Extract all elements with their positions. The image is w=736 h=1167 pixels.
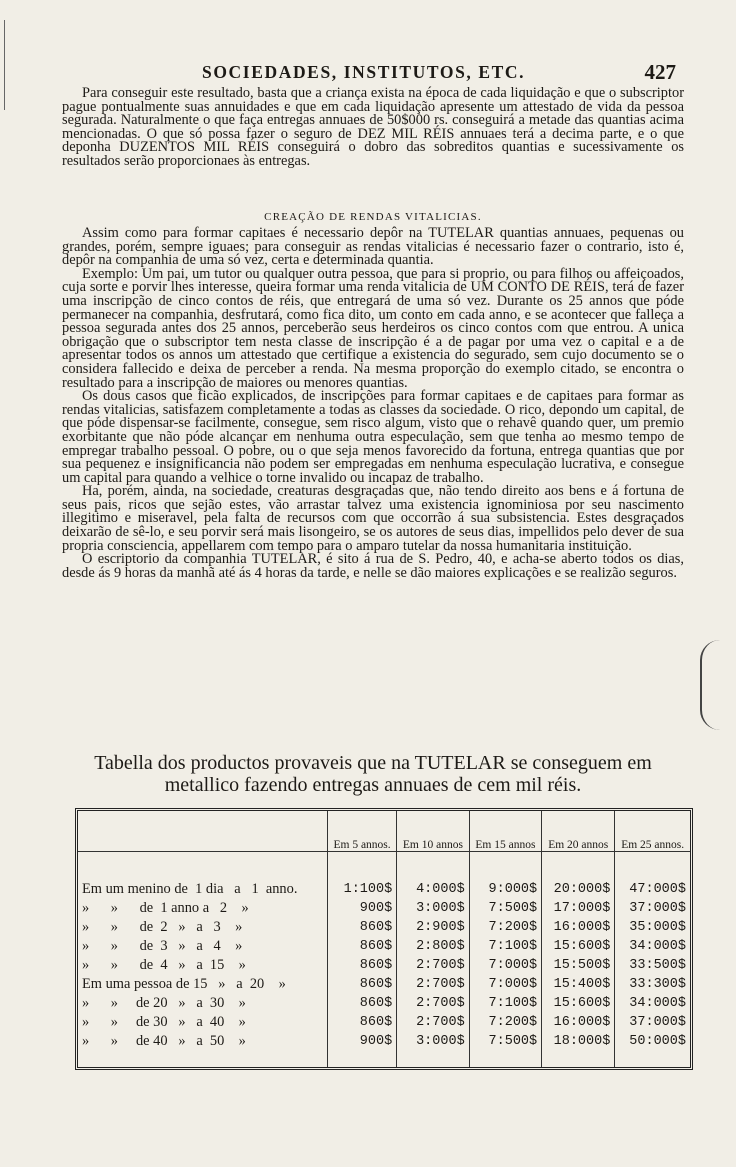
- table-spacer-row: [78, 1051, 690, 1067]
- table-cell: 16:000$: [542, 1013, 615, 1032]
- table-cell: 18:000$: [542, 1032, 615, 1051]
- table-cell: 33:500$: [615, 956, 690, 975]
- body-text: [62, 227, 684, 580]
- table-cell: 2:700$: [397, 975, 469, 994]
- row-label: Em um menino de 1 dia a 1 anno.: [82, 880, 298, 897]
- table-cell: 860$: [327, 937, 396, 956]
- column-header: Em 10 annos: [397, 811, 469, 852]
- table-cell: 860$: [327, 918, 396, 937]
- table-cell: 47:000$: [615, 880, 690, 899]
- row-label: Em uma pessoa de 15 » a 20 »: [82, 975, 286, 992]
- label-column-header: [78, 811, 327, 852]
- table-cell: 35:000$: [615, 918, 690, 937]
- table-row: [78, 899, 690, 918]
- paragraph: Assim como para formar capitaes é necessario depôr na TUTELAR quantias annuaes, pequenas ou grandes, porém, sempre iguaes; para conseguir as rendas vitalicias é necessario fazer o contrario, isto é, depôr na companhia de uma só vez, certa e determinada quantia.: [62, 225, 684, 269]
- table-cell: 7:500$: [469, 1032, 541, 1051]
- table-title: [62, 752, 684, 796]
- section-heading: CREAÇÃO DE RENDAS VITALICIAS.: [264, 211, 482, 223]
- table-cell: 7:200$: [469, 918, 541, 937]
- table-cell: 15:600$: [542, 994, 615, 1013]
- column-header: Em 15 annos: [469, 811, 541, 852]
- table-cell: 34:000$: [615, 994, 690, 1013]
- table-cell: 7:100$: [469, 994, 541, 1013]
- table-cell: 2:700$: [397, 994, 469, 1013]
- table-row: [78, 937, 690, 956]
- table-row: [78, 994, 690, 1013]
- table-cell: 15:400$: [542, 975, 615, 994]
- row-label: » » de 30 » a 40 »: [82, 1013, 246, 1030]
- table-cell: 900$: [327, 1032, 396, 1051]
- table-cell: 3:000$: [397, 899, 469, 918]
- table-title-line: metallico fazendo entregas annuaes de cem mil réis.: [164, 774, 582, 796]
- products-table: [75, 808, 693, 1070]
- column-header: Em 25 annos.: [615, 811, 690, 852]
- table-cell: 15:500$: [542, 956, 615, 975]
- table-cell: 860$: [327, 975, 396, 994]
- row-label: » » de 40 » a 50 »: [82, 1032, 246, 1049]
- table-cell: 7:000$: [469, 975, 541, 994]
- table-cell: 37:000$: [615, 899, 690, 918]
- table-cell: 860$: [327, 994, 396, 1013]
- row-label: » » de 1 anno a 2 »: [82, 899, 249, 916]
- page-header: [62, 60, 684, 84]
- table-cell: 15:600$: [542, 937, 615, 956]
- table-cell: 2:700$: [397, 956, 469, 975]
- table-cell: 860$: [327, 956, 396, 975]
- table-cell: 7:200$: [469, 1013, 541, 1032]
- table-cell: 4:000$: [397, 880, 469, 899]
- table-row: [78, 1032, 690, 1051]
- table-cell: 860$: [327, 1013, 396, 1032]
- table-cell: 1:100$: [327, 880, 396, 899]
- table-header-row: [78, 811, 690, 852]
- table-cell: 3:000$: [397, 1032, 469, 1051]
- table-cell: 37:000$: [615, 1013, 690, 1032]
- table-row: [78, 880, 690, 899]
- row-label: » » de 4 » a 15 »: [82, 956, 246, 973]
- table-cell: 50:000$: [615, 1032, 690, 1051]
- row-label: » » de 2 » a 3 »: [82, 918, 243, 935]
- table-cell: 2:900$: [397, 918, 469, 937]
- paragraph: Os dous casos que ficão explicados, de inscripções para formar capitaes e de capitaes para formar as rendas vitalicias, satisfazem completamente a todas as classes da sociedade. O rico, depondo um capital, de que póde dispensar-se facilmente, consegue, sem risco algum, visto que o rehavê quando quer, um premio exorbitante que não póde alcançar em nenhuma outra especulação, sem que tenha ao mesmo tempo de empregar trabalho pessoal. O pobre, ou o que seja menos favorecido da fortuna, entrega quantias que por sua pequenez e insignificancia não podem ser empregadas em nenhuma especulação lucrativa, e consegue um capital para quando a velhice o torne invalido ou incapaz de trabalho.: [62, 388, 684, 486]
- table-cell: 34:000$: [615, 937, 690, 956]
- paragraph: Ha, porém, ainda, na sociedade, creaturas desgraçadas que, não tendo direito aos bens e á fortuna de seus pais, ricos que sejão estes, vão arrastar talvez uma existencia ignominiosa por seu nascimento illegitimo e miseravel, pela falta de recursos com que occorrão á sua subsistencia. Estes desgraçados deixarão de sê-lo, e seu porvir será mais lisongeiro, se os autores de seus dias, impellidos pelo dever de sua propria consciencia, appellarem com tempo para o amparo tutelar da nossa humanitaria instituição.: [62, 483, 684, 554]
- margin-mark: [4, 20, 7, 110]
- intro-paragraph-block: [62, 87, 684, 169]
- table-cell: 2:700$: [397, 1013, 469, 1032]
- table-cell: 7:100$: [469, 937, 541, 956]
- running-title: SOCIEDADES, INSTITUTOS, ETC.: [202, 62, 526, 82]
- table-cell: 33:300$: [615, 975, 690, 994]
- table-cell: 9:000$: [469, 880, 541, 899]
- margin-mark: [700, 640, 730, 730]
- paragraph: Exemplo: Um pai, um tutor ou qualquer outra pessoa, que para si proprio, ou para filhos ou affeiçoados, cuja sorte e porvir lhes interesse, queira formar uma renda vitalicia de UM CONTO DE RÉIS, terá de fazer uma inscripção de cinco contos de réis, que entregará de uma só vez. Durante os 25 annos que póde permanecer na companhia, desfrutará, como fica dito, um conto em cada anno, e se acontecer que falleça a pessoa segurada antes dos 25 annos, perceberão seus herdeiros os cinco contos com que entrou. A unica obrigação que o subscriptor tem nesta classe de inscripção é a de pagar por uma vez o capital e a de apresentar todos os annos um attestado que certifique a existencia do segurado, sem cujo documento se o considera fallecido e deixa de perceber a renda. Na mesma proporção do exemplo citado, se encontra o resultado para a inscripção de maiores ou menores quantias.: [62, 265, 684, 391]
- table-row: [78, 975, 690, 994]
- products-table-grid: [78, 811, 690, 1067]
- row-label: » » de 3 » a 4 »: [82, 937, 243, 954]
- table-cell: 20:000$: [542, 880, 615, 899]
- table-row: [78, 1013, 690, 1032]
- table-body: [78, 852, 690, 1068]
- table-spacer-row: [78, 852, 690, 881]
- table-cell: 17:000$: [542, 899, 615, 918]
- paragraph: O escriptorio da companhia TUTELAR, é sito á rua de S. Pedro, 40, e acha-se aberto todos os dias, desde ás 9 horas da manhã até ás 4 horas da tarde, e nelle se dão maiores explicações e se realizão seguros.: [62, 551, 684, 581]
- table-cell: 2:800$: [397, 937, 469, 956]
- table-row: [78, 956, 690, 975]
- intro-paragraph: Para conseguir este resultado, basta que a criança exista na época de cada liquidação e que o subscriptor pague pontualmente suas annuidades e que em cada liquidação apresente um attestado de vida da pessoa segurada. Naturalmente o que faça entregas annuaes de 50$000 rs. conseguirá a metade das quantias acima mencionadas. O que só possa fazer o seguro de DEZ MIL RÉIS annuaes terá a decima parte, e o que deponha DUZENTOS MIL RÉIS conseguirá o dobro das sobreditos quantias e sucessivamente os resultados serão proporcionaes às entregas.: [62, 85, 684, 169]
- column-header: Em 5 annos.: [327, 811, 396, 852]
- table-title-line: Tabella dos productos provaveis que na TUTELAR se conseguem em: [94, 752, 652, 774]
- table-row: [78, 918, 690, 937]
- table-cell: 16:000$: [542, 918, 615, 937]
- row-label: » » de 20 » a 30 »: [82, 994, 246, 1011]
- page-number: 427: [644, 60, 676, 84]
- table-cell: 7:000$: [469, 956, 541, 975]
- table-cell: 7:500$: [469, 899, 541, 918]
- table-cell: 900$: [327, 899, 396, 918]
- column-header: Em 20 annos: [542, 811, 615, 852]
